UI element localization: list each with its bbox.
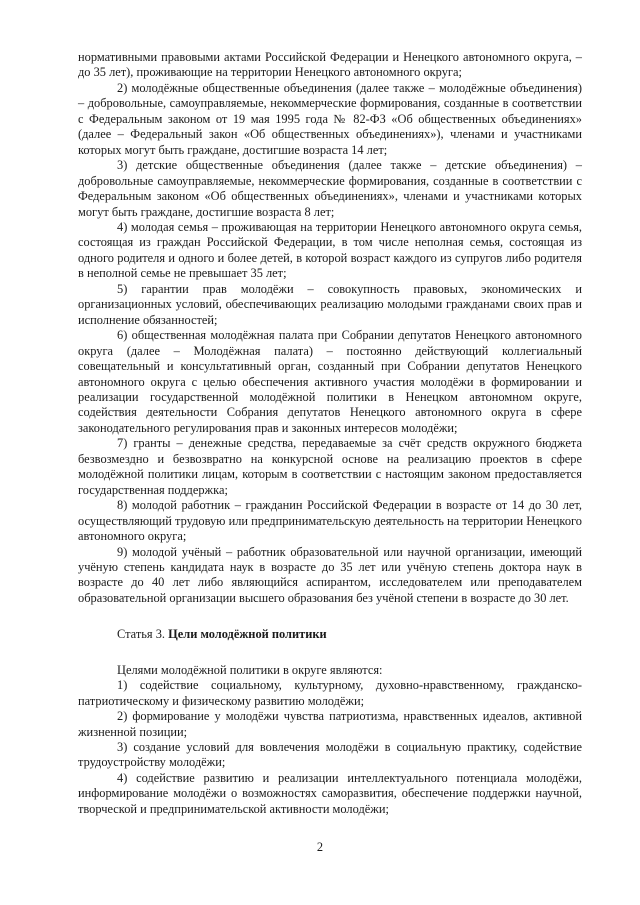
article-heading (78, 627, 582, 642)
definition-paragraph: 6) общественная молодёжная палата при Собрании депутатов Ненецкого автономного округа (далее – Молодёжная палата) – постоянно действующий коллегиальный совещательный и консультативный орган, созданный при Собрании депутатов Ненецкого автономного округа с целью обеспечения активного участия молодёжи в формировании и реализации государственной молодёжной политики в Ненецком автономном округе, содействия деятельности Собрания депутатов Ненецкого автономного округа в сфере законодательного регулирования прав и законных интересов молодёжи; (78, 328, 582, 435)
goal-paragraph: 1) содействие социальному, культурному, духовно-нравственному, гражданско-патриотическому и физическому развитию молодёжи; (78, 678, 582, 708)
goal-paragraph: 3) создание условий для вовлечения молодёжи в социальную практику, содействие трудоустройству молодёжи; (78, 740, 582, 770)
article-title: Цели молодёжной политики (168, 627, 327, 642)
definition-paragraph: 2) молодёжные общественные объединения (далее также – молодёжные объединения) – добровольные, самоуправляемые, некоммерческие формирования, созданные в соответствии с Федеральным законом от 19 мая 1995 года № 82-ФЗ «Об общественных объединениях» (далее – Федеральный закон «Об общественных объединениях»), членами и участниками которых могут быть граждане, достигшие возраста 14 лет; (78, 80, 582, 157)
goals-intro: Целями молодёжной политики в округе являются: (117, 662, 383, 677)
definition-paragraph: 4) молодая семья – проживающая на территории Ненецкого автономного округа семья, состоящая из граждан Российской Федерации, в том числе неполная семья, состоящая из одного родителя и одного и более детей, в которой возраст каждого из супругов либо родителя в неполной семье не превышает 35 лет; (78, 219, 582, 281)
goal-paragraph: 2) формирование у молодёжи чувства патриотизма, нравственных идеалов, активной жизненной позиции; (78, 709, 582, 739)
definition-paragraph: 3) детские общественные объединения (далее также – детские объединения) – добровольные самоуправляемые, некоммерческие формирования, созданные в соответствии с Федеральным законом «Об общественных объединениях», членами и участниками которых могут быть граждане, достигшие возраста 8 лет; (78, 158, 582, 219)
definition-paragraph: 7) гранты – денежные средства, передаваемые за счёт средств окружного бюджета безвозмездно и безвозвратно на конкурсной основе на реализацию проектов в сфере молодёжной политики лицам, которым в соответствии с настоящим законом предоставляется государственная поддержка; (78, 436, 582, 497)
definition-paragraph: 5) гарантии прав молодёжи – совокупность правовых, экономических и организационных условий, обеспечивающих реализацию молодыми гражданами своих прав и исполнение обязанностей; (78, 281, 582, 327)
goal-paragraph: 4) содействие развитию и реализации интеллектуального потенциала молодёжи, информирование молодёжи о возможностях саморазвития, обеспечение поддержки научной, творческой и предпринимательской активности молодёжи; (78, 770, 582, 816)
article-label: Статья 3. (117, 627, 166, 642)
definition-paragraph: 8) молодой работник – гражданин Российской Федерации в возрасте от 14 до 30 лет, осуществляющий трудовую или предпринимательскую деятельность на территории Ненецкого автономного округа; (78, 498, 582, 544)
definition-paragraph: 9) молодой учёный – работник образовательной или научной организации, имеющий учёную степень кандидата наук в возрасте до 35 лет или учёную степень доктора наук в возрасте до 40 лет либо являющийся аспирантом, исследователем или преподавателем образовательной организации высшего образования без учёной степени в возрасте до 30 лет. (78, 544, 582, 605)
page-number: 2 (316, 840, 324, 854)
definition-paragraph: нормативными правовыми актами Российской Федерации и Ненецкого автономного округа, – до 35 лет), проживающие на территории Ненецкого автономного округа; (78, 50, 582, 80)
